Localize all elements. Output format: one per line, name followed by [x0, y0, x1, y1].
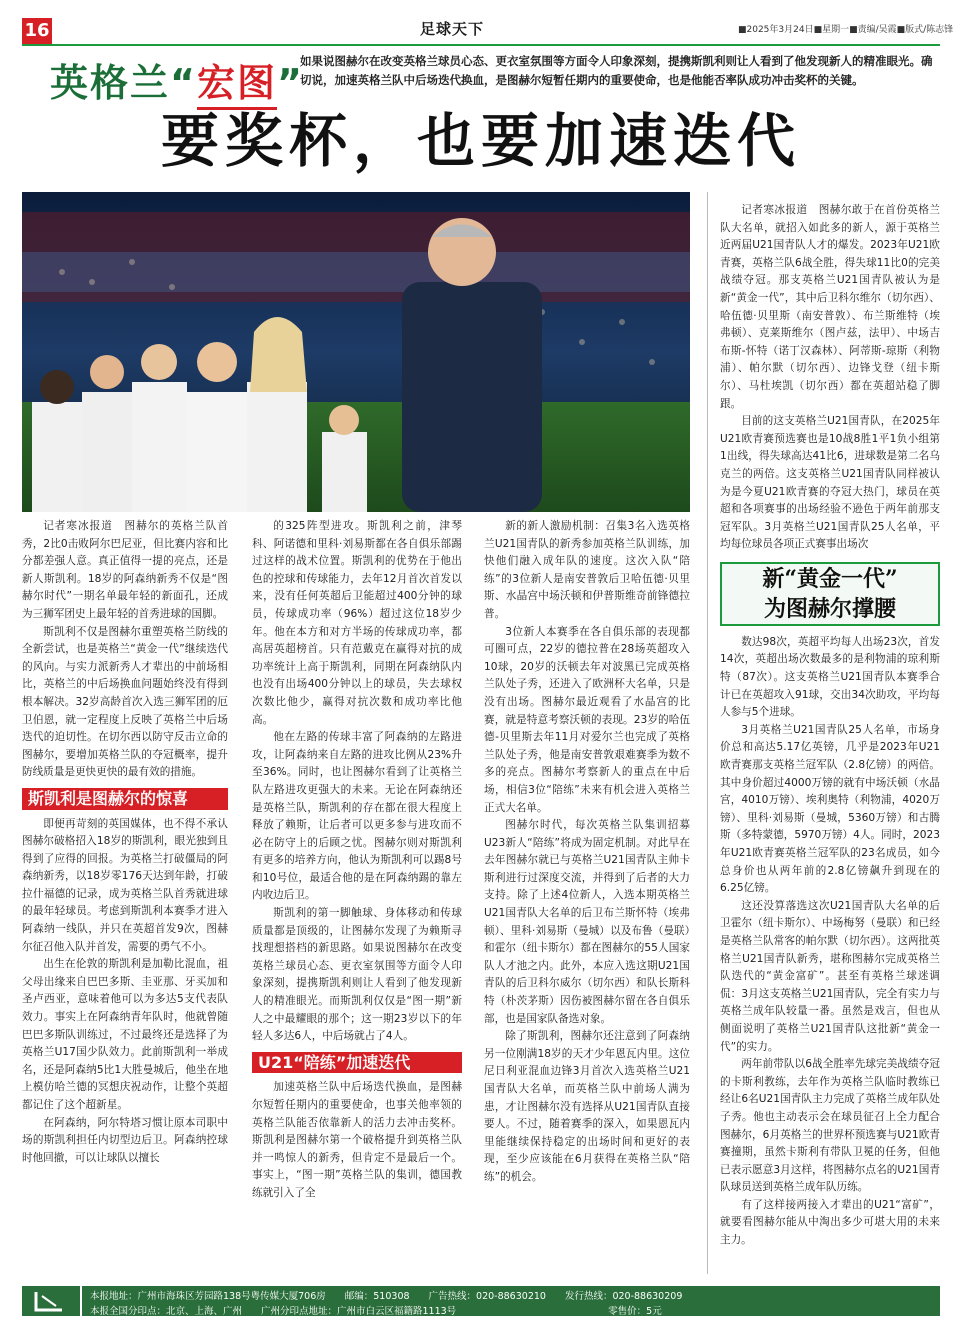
football-photo-icon [22, 192, 690, 512]
kicker-prefix: 英格兰“ [50, 61, 197, 105]
paragraph: 图赫尔时代，每次英格兰队集训招募U23新人“陪练”将成为固定机制。对此早在去年图赫尔就已与英格兰U21国青队主帅卡斯利进行过深度交流，并得到了后者的大力支持。除了上述4位新人，入选本期英格兰U21国青队大名单的后卫布兰斯怀特（埃弗顿）、里科·刘易斯（曼城）以及布鲁（曼联）和霍尔（纽卡斯尔）都在图赫尔的55人国家队人才池之内。此外，本应入选这期U21国青队的后卫科尔威尔（切尔西）和队长斯科特（朴茨茅斯）因伤被图赫尔留在各自俱乐部，也是国家队备选对象。 [484, 819, 690, 1025]
paragraph: 除了斯凯利，图赫尔还注意到了阿森纳另一位刚满18岁的天才少年恩瓦内里。这位尼日利亚混血边锋3月首次入选英格兰U21国青队大名单，而英格兰队中前场人满为患，才让图赫尔没有选择从U21国青队直接要人。不过，随着赛季的深入，如果恩瓦内里能继续保持稳定的出场时间和更好的表现，至少应该能在6月获得在英格兰队“陪练”的机会。 [484, 1030, 690, 1183]
column-divider [707, 192, 708, 1274]
paragraph: 的325阵型进攻。斯凯利之前，津琴科、阿诺德和里科·刘易斯都在各自俱乐部踢过这样的战术位置。斯凯利的优势在于他出色的控球和传球能力，去年12月首次首发以来，没有任何英超后卫能超过400分钟的球员，传球成功率（96%）超过这位18岁少年。他在本方和对方半场的传球成功率，都高居英超榜首。只有范戴克在赢得对抗的成功率统计上高于斯凯利，同期在阿森纳队内也没有出场400分钟以上的球员，失去球权次数比他少，赢得对抗次数和成功率比他高。 [252, 520, 462, 726]
lead-paragraph: 如果说图赫尔在改变英格兰球员心态、更衣室氛围等方面令人印象深刻，提携斯凯利则让人看到了他发现新人的精准眼光。确切说，加速英格兰队中后场迭代换血，是图赫尔短暂任期内的重要使命，也是他能否率队成功冲击奖杯的关键。 [300, 54, 933, 87]
paragraph: 目前的这支英格兰U21国青队，在2025年U21欧青赛预选赛也是10战8胜1平1负小组第1出线，得失球高达41比6，进球数是第二名乌克兰的两倍。这支英格兰U21国青队同样被认为是今夏U21欧青赛的夺冠大热门，球员在英超和各项赛事的出场经验不逊色于两年前那支冠军队。3月英格兰U21国青队25人名单，平均每位球员各项正式赛事出场次 [720, 415, 940, 551]
paragraph: 斯凯利不仅是图赫尔重塑英格兰防线的全新尝试，也是英格兰“黄金一代”继续迭代的风向。与实力派新秀人才辈出的中前场相比，英格兰的中后场换血问题始终没有得到根本解决。32岁高龄首次入选三狮军团的厄卫伯恩，就一定程度上反映了英格兰中后场迭代的迫切性。在切尔西以防守反击立命的图赫尔，要增加英格兰队的夺冠概率，提升防线质量是更快更快的最有效的措施。 [22, 625, 228, 779]
issue-meta: ■2025年3月24日■星期一■责编/吴霞■版式/陈志锋 [738, 25, 954, 35]
paragraph: 他在左路的传球丰富了阿森纳的左路进攻，让阿森纳来自左路的进攻比例从23%升至36%。同时，也让图赫尔看到了让英格兰队左路进攻更强大的未来。无论在阿森纳还是英格兰队，斯凯利的存在都在很大程度上释放了赖斯，让后者可以更多参与进攻而不必在防守上的后顾之忧。图赫尔则对斯凯利有更多的培养方向，他认为斯凯利可以踢8号和10号位，最适合他的是在阿森纳踢的靠左内收边后卫。 [252, 731, 462, 902]
footer-logo-icon [22, 1286, 80, 1316]
subhead-golden-generation: 新“黄金一代” 为图赫尔撑腰 [720, 562, 940, 626]
paragraph: 有了这样接两接入才辈出的U21“富矿”，就要看图赫尔能从中淘出多少可堪大用的未来主力。 [720, 1198, 940, 1247]
paragraph: 3位新人本赛季在各自俱乐部的表现都可圈可点，22岁的德拉普在28场英超攻入10球，20岁的沃顿去年对波黑已完成英格兰队处子秀，还进入了欧洲杯大名单，只是没有出场。图赫尔最近观看了水晶宫的比赛，就是特意考察沃顿的表现。23岁的哈伍德-贝里斯去年11月对爱尔兰也完成了英格兰队处子秀，他是南安普敦艰难赛季为数不多的亮点。图赫尔考察新人的重点在中后场，相信3位“陪练”未来有机会进入英格兰正式大名单。 [484, 625, 690, 814]
subhead-u21: U21“陪练”加速迭代 [252, 1052, 462, 1074]
paragraph: 即便再苛刻的英国媒体，也不得不承认图赫尔破格招入18岁的斯凯利，眼光独到且得到了应得的回报。为英格兰打破僵局的阿森纳新秀，以18岁零176天达到年龄，打破拉什福德的记录，成为英格兰队首秀就进球的最年轻球员。考虑到斯凯利本赛季才进入阿森纳一线队，并只在英超首发9次，图赫尔征召他入队并首发，需要的勇气不小。 [22, 817, 228, 953]
paragraph: 在阿森纳，阿尔特塔习惯让原本司职中场的斯凯利担任内切型边后卫。阿森纳控球时他回撤，可以让球队以擅长 [22, 1116, 228, 1164]
footer-line-1: 本报地址：广州市海珠区芳园路138号粤传媒大厦706房 邮编：510308 广告热线：020-88630210 发行热线：020-88630209 [90, 1291, 683, 1302]
header-rule [22, 44, 940, 46]
page-number: 16 [22, 18, 52, 44]
article1-col2 [252, 518, 462, 1203]
subhead-skelly: 斯凯利是图赫尔的惊喜 [22, 788, 228, 810]
kicker-highlight: 宏图 [197, 52, 277, 110]
paragraph: 记者寒冰报道 图赫尔敢于在首份英格兰队大名单，就招入如此多的新人，源于英格兰近两届U21国青队人才的爆发。2023年U21欧青赛，英格兰队6战全胜，得失球11比0的完美战绩夺冠。那支英格兰U21国青队被认为是新“黄金一代”，其中后卫科尔维尔（切尔西）、哈伍德·贝里斯（南安普敦）、布兰斯维特（埃弗顿）、克莱斯维尔（图卢兹，法甲）、中场吉布斯-怀特（诺丁汉森林）、阿蒂斯-琼斯（利物浦）、帕尔默（切尔西）、边锋戈登（纽卡斯尔）、马杜埃凯（切尔西）都在英超站稳了脚跟。 [720, 204, 940, 410]
article1-col1 [22, 518, 228, 1167]
paragraph: 这还没算落选这次U21国青队大名单的后卫霍尔（纽卡斯尔）、中场梅努（曼联）和已经是英格兰队常客的帕尔默（切尔西）。这两批英格兰U21国青队新秀，堪称图赫尔完成英格兰队迭代的“黄金富矿”。甚至有英格兰球迷调侃：3月这支英格兰U21国青队，完全有实力与英格兰成年队较量一番。虽然是戏言，但也从侧面说明了英格兰U21国青队这批新“黄金一代”的实力。 [720, 899, 940, 1053]
article1-col3 [484, 518, 690, 1187]
headline: 要奖杯，也要加速迭代 [160, 107, 801, 175]
paragraph: 加速英格兰队中后场迭代换血，是图赫尔短暂任期内的重要使命，也事关他率领的英格兰队能否依靠新人的活力去冲击奖杯。斯凯利是图赫尔第一个破格提升到英格兰队并一鸣惊人的新秀，但肯定不是最后一个。事实上，“图一期”英格兰队的集训，德国教练就引入了全 [252, 1081, 462, 1199]
paragraph: 斯凯利的第一脚触球、身体移动和传球质量都是顶级的，让图赫尔发现了为赖斯寻找理想搭档的新思路。如果说图赫尔在改变英格兰球员心态、更衣室氛围等方面令人印象深刻，提携斯凯利则让人看到了他发现新人的精准眼光。而斯凯利仅仅是“图一期”新人之中最耀眼的那个；这一期23岁以下的年轻人多达6人，中后场就占了4人。 [252, 907, 462, 1043]
paragraph: 记者寒冰报道 图赫尔的英格兰队首秀，2比0击败阿尔巴尼亚，但比赛内容和比分都差强人意。真正值得一提的亮点，还是新人斯凯利。18岁的阿森纳新秀不仅是“图赫尔时代”一期名单最年轻的新面孔，还成为三狮军团史上最年轻的首秀进球的国脚。 [22, 520, 228, 620]
paragraph: 3月英格兰U21国青队25人名单，市场身价总和高达5.17亿英镑，几乎是2023年U21欧青赛那支英格兰冠军队（2.8亿镑）的两倍。其中身价超过4000万镑的就有中场沃顿（水晶宫，4010万镑）、埃利奥特（利物浦，4020万镑）、里科·刘易斯（曼城，5360万镑）和古腾斯（多特蒙德，5970万镑）4人。同时，2023年U21欧青赛英格兰冠军队的23名成员，如今总身价也从两年前的2.8亿镑飙升到现在的6.25亿镑。 [720, 723, 940, 895]
footer [82, 1286, 940, 1316]
footer-line-2: 本报全国分印点：北京、上海、广州 广州分印点地址：广州市白云区福籍路1113号 零售价：5元 [90, 1306, 662, 1317]
article2-col [720, 202, 940, 1250]
kicker-suffix: ” [277, 61, 304, 105]
paragraph: 两年前带队以6战全胜率先球完美战绩夺冠的卡斯利教练，去年作为英格兰队临时教练已经让6名U21国青队主力完成了英格兰成年队处子秀。他也主动表示会在球员征召上全力配合图赫尔，6月英格兰的世界杯预选赛与U21欧青赛撞期，虽然卡斯利有带队卫冕的任务，但他已表示愿意3月这样，将图赫尔点名的U21国青队球员送到英格兰成年队历练。 [720, 1058, 940, 1194]
paragraph: 数达98次，英超平均每人出场23次，首发14次，英超出场次数最多的是利物浦的琼利斯特（87次）。这支英格兰U21国青队本赛季合计已在英超攻入91球，交出34次助攻，平均每人参与5个进球。 [720, 635, 940, 719]
paragraph: 出生在伦敦的斯凯利是加勒比混血，祖父母出缘来自巴巴多斯、圭亚那、牙买加和圣卢西亚，意味着他可以为多达5支代表队效力。事实上在阿森纳青年队时，他就曾随巴巴多斯队训练过，不过最终还是选择了为英格兰U17国少队效力。此前斯凯利一举成名，还是阿森纳5比1大胜曼城后，他坐在地上模仿哈兰德的冥想庆祝动作，让整个英超都记住了这个超新星。 [22, 958, 228, 1111]
paragraph: 新的新人激励机制：召集3名入选英格兰U21国青队的新秀参加英格兰队训练，加快他们融入成年队的速度。这次入队“陪练”的3位新人是南安普敦后卫哈伍德·贝里斯、水晶宫中场沃顿和伊普斯维奇前锋德拉普。 [484, 520, 690, 620]
section-title: 足球天下 [420, 20, 485, 38]
